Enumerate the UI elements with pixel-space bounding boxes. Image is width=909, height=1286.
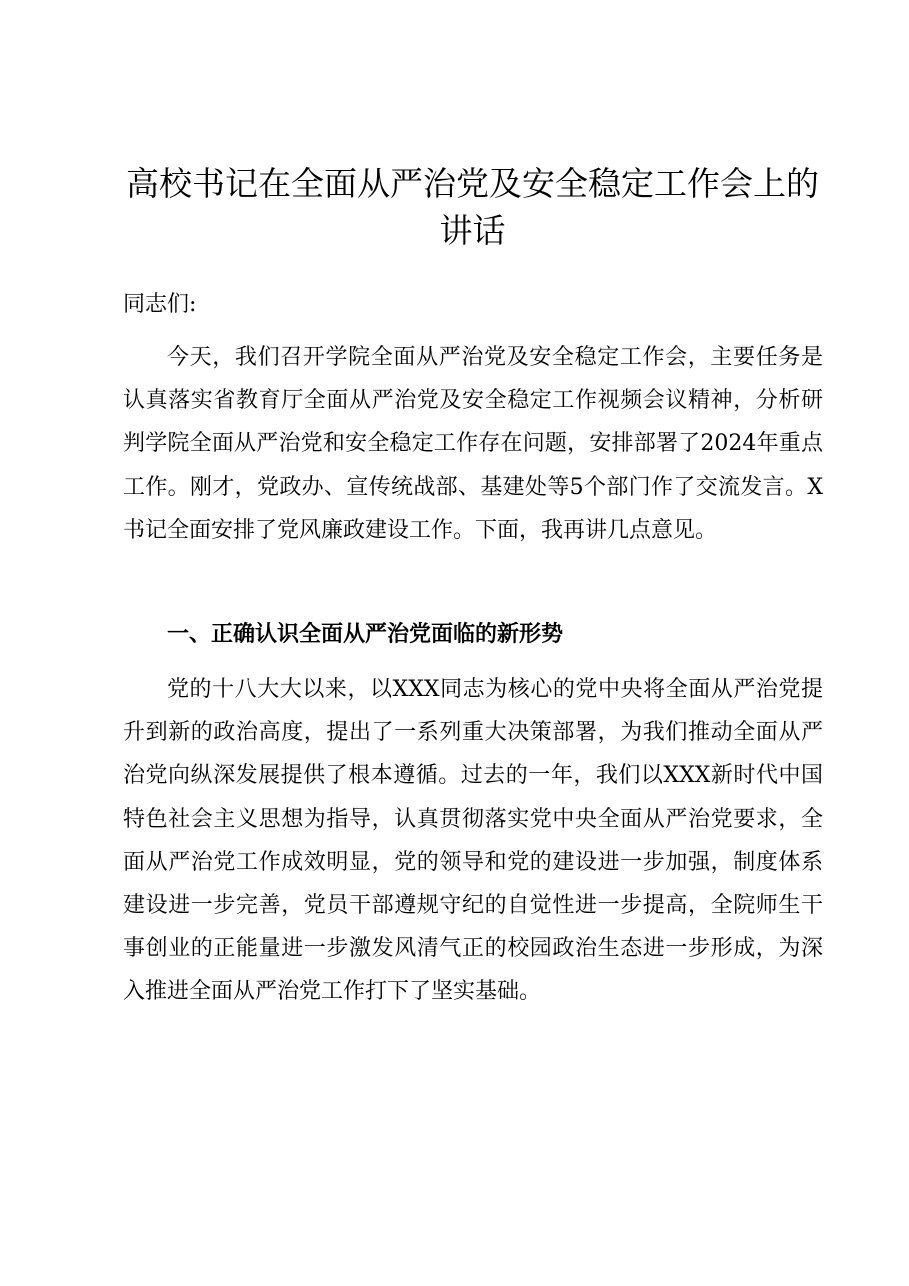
section-heading-1: 一、正确认识全面从严治党面临的新形势 (167, 622, 564, 647)
salutation: 同志们: (123, 292, 197, 317)
document-title (100, 160, 845, 254)
title-line-1: 高校书记在全面从严治党及安全稳定工作会上的 (126, 164, 819, 203)
title-line-2: 讲话 (439, 211, 506, 250)
paragraph-intro: 今天，我们召开学院全面从严治党及安全稳定工作会，主要任务是认真落实省教育厅全面从严治党及安全稳定工作视频会议精神，分析研判学院全面从严治党和安全稳定工作存在问题，安排部署了2024年重点工作。刚才，党政办、宣传统战部、基建处等5个部门作了交流发言。X书记全面安排了党风廉政建设工作。下面，我再讲几点意见。 (123, 345, 823, 543)
paragraph-section-1: 党的十八大大以来，以XXX同志为核心的党中央将全面从严治党提升到新的政治高度，提出了一系列重大决策部署，为我们推动全面从严治党向纵深发展提供了根本遵循。过去的一年，我们以XXX新时代中国特色社会主义思想为指导，认真贯彻落实党中央全面从严治党要求，全面从严治党工作成效明显，党的领导和党的建设进一步加强，制度体系建设进一步完善，党员干部遵规守纪的自觉性进一步提高，全院师生干事创业的正能量进一步激发风清气正的校园政治生态进一步形成，为深入推进全面从严治党工作打下了坚实基础。 (123, 677, 823, 1005)
